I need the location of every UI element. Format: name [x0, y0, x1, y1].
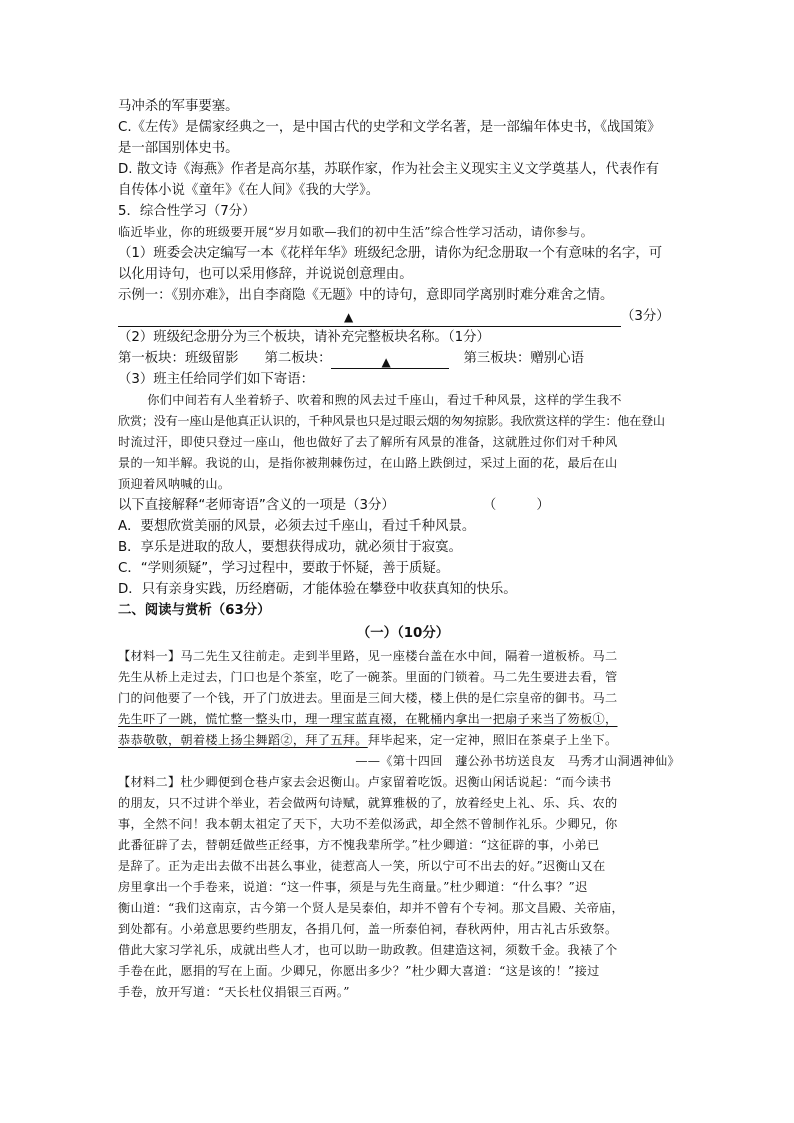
example-line: 示例一：《别亦难》，出自李商隐《无题》中的诗句，意即同学离别时难分难舍之情。: [118, 288, 614, 303]
section-2-label: 第二板块：: [264, 351, 332, 366]
material-2-line: 此番征辟了去，替朝廷做些正经事，方不愧我辈所学。”杜少卿道：“这征辟的事，小弟已: [118, 838, 600, 852]
sub-question-1: （1）班委会决定编写一本《花样年华》班级纪念册，请你为纪念册取一个有意味的名字，可: [118, 246, 663, 261]
triangle-marker: ▲: [381, 355, 391, 369]
material-2-line: 手卷在此，愿捐的写在上面。少卿兄，你愿出多少？”杜少卿大喜道：“这是该的！”接过: [118, 964, 600, 978]
material-1-line: 先生从桥上走过去，门口也是个茶室，吃了一碗茶。里面的门锁着。马二先生要进去看，管: [118, 670, 618, 684]
sub-question-2: （2）班级纪念册分为三个板块，请补充完整板块名称。（1分）: [118, 330, 490, 345]
section-1-label: 第一板块：班级留影: [118, 351, 239, 366]
material-2-line: 借此大家习学礼乐，成就出些人才，也可以助一助政教。但建造这祠，须数千金。我裱了个: [118, 943, 618, 957]
section-3-label: 第三板块：赠别心语: [463, 351, 584, 366]
material-1-line: 门的问他要了一个钱，开了门放进去。里面是三间大楼，楼上供的是仁宗皇帝的御书。马二: [118, 691, 618, 705]
teacher-message-line: 顶迎着风呐喊的山。: [118, 477, 231, 491]
section-2-blank[interactable]: [331, 353, 449, 369]
option-a: A．要想欣赏美丽的风景，必须去过千座山，看过千种风景。: [118, 519, 476, 534]
triangle-marker: ▲: [344, 310, 354, 324]
question-stem: [118, 495, 688, 516]
teacher-message-line: 景的一知半解。我说的山，是指你被荆棘伤过，在山路上跌倒过，采过上面的花，最后在山: [118, 456, 618, 470]
sub-question-3: （3）班主任给同学们如下寄语：: [118, 372, 314, 387]
material-2-line: 房里拿出一个手卷来，说道：“这一件事，须是与先生商量。”杜少卿道：“什么事？”迟: [118, 880, 588, 894]
material-2-line: 是辞了。正为走出去做不出甚么事业，徒惹高人一笑，所以宁可不出去的好。”迟衡山又在: [118, 859, 606, 873]
section-2-title: 二、阅读与赏析（63分）: [118, 603, 271, 618]
option-d-line: D. 散文诗《海燕》作者是高尔基，苏联作家，作为社会主义现实主义文学奠基人，代表作有: [118, 162, 660, 177]
material-2-line: 【材料二】杜少卿便到仓巷卢家去会迟衡山。卢家留着吃饭。迟衡山闲话说起：“而今读书: [118, 775, 612, 789]
material-1-text: 拜毕起来，定一定神，照旧在茶桌子上坐下。: [367, 733, 618, 747]
material-2-line: 到处都有。小弟意思要约些朋友，各捐几何，盖一所泰伯祠，春秋两仲，用古礼古乐致祭。: [118, 922, 618, 936]
material-2-line: 事，全然不问！我本朝太祖定了天下，大功不差似汤武，却全然不曾制作礼乐。少卿兄，你: [118, 817, 618, 831]
sections-row: [118, 348, 688, 369]
material-2-line: 手卷，放开写道：“天长杜仪捐银三百两。”: [118, 985, 350, 999]
option-c: C．“学则须疑”，学习过程中，要敢于怀疑，善于质疑。: [118, 561, 450, 576]
answer-blank-row: [118, 306, 688, 327]
underlined-passage: 恭恭敬敬，朝着楼上扬尘舞蹈②，拜了五拜。: [118, 733, 368, 747]
material-2-line: 的朋友，只不过讲个举业，若会做两句诗赋，就算雅极的了，放着经史上礼、乐、兵、农的: [118, 796, 618, 810]
subsection-title: （一）（10分）: [356, 626, 450, 641]
underlined-passage: 先生吓了一跳，慌忙整一整头巾，理一理宝蓝直裰，在靴桶内拿出一把扇子来当了笏板①，: [118, 712, 618, 726]
source-citation: ——《第十四回 蘧公孙书坊送良友 马秀才山洞遇神仙》: [355, 754, 680, 768]
question-stem-text: 以下直接解释“老师寄语”含义的一项是（3分）: [118, 498, 395, 513]
exam-page: [118, 96, 688, 1003]
text-line: 是一部国别体史书。: [118, 141, 239, 156]
answer-blank[interactable]: [118, 310, 621, 327]
answer-paren[interactable]: （ ）: [482, 498, 550, 513]
teacher-message-line: 时流过汗，即使只登过一座山，他也做好了去了解所有风景的准备，这就胜过你们对千种风: [118, 435, 618, 449]
question-5-intro: 临近毕业，你的班级要开展“岁月如歌—我们的初中生活”综合性学习活动，请你参与。: [118, 225, 594, 239]
question-5-title: 5．综合性学习（7分）: [118, 204, 256, 219]
text-line: 马冲杀的军事要塞。: [118, 99, 239, 114]
option-d: D．只有亲身实践，历经磨砺，才能体验在攀登中收获真知的快乐。: [118, 582, 517, 597]
material-1-line: [118, 730, 688, 751]
material-1-line: 【材料一】马二先生又往前走。走到半里路，见一座楼台盖在水中间，隔着一道板桥。马二: [118, 649, 618, 663]
option-c-line: C.《左传》是儒家经典之一，是中国古代的史学和文学名著，是一部编年体史书，《战国策》: [118, 120, 661, 135]
teacher-message-line: 你们中间若有人坐着轿子、吹着和煦的风去过千座山，看过千种风景，这样的学生我不: [147, 393, 622, 407]
teacher-message-line: 欣赏；没有一座山是他真正认识的，千种风景也只是过眼云烟的匆匆掠影。我欣赏这样的学生：他在登山: [118, 414, 665, 428]
score-label: （3分）: [621, 309, 670, 324]
text-line: 自传体小说《童年》《在人间》《我的大学》。: [118, 183, 380, 198]
material-2-line: 衡山道：“我们这南京，古今第一个贤人是吴泰伯，却并不曾有个专祠。那文昌殿、关帝庙，: [118, 901, 625, 915]
option-b: B．享乐是进取的敌人，要想获得成功，就必须甘于寂寞。: [118, 540, 462, 555]
text-line: 以化用诗句，也可以采用修辞，并说说创意理由。: [118, 267, 413, 282]
